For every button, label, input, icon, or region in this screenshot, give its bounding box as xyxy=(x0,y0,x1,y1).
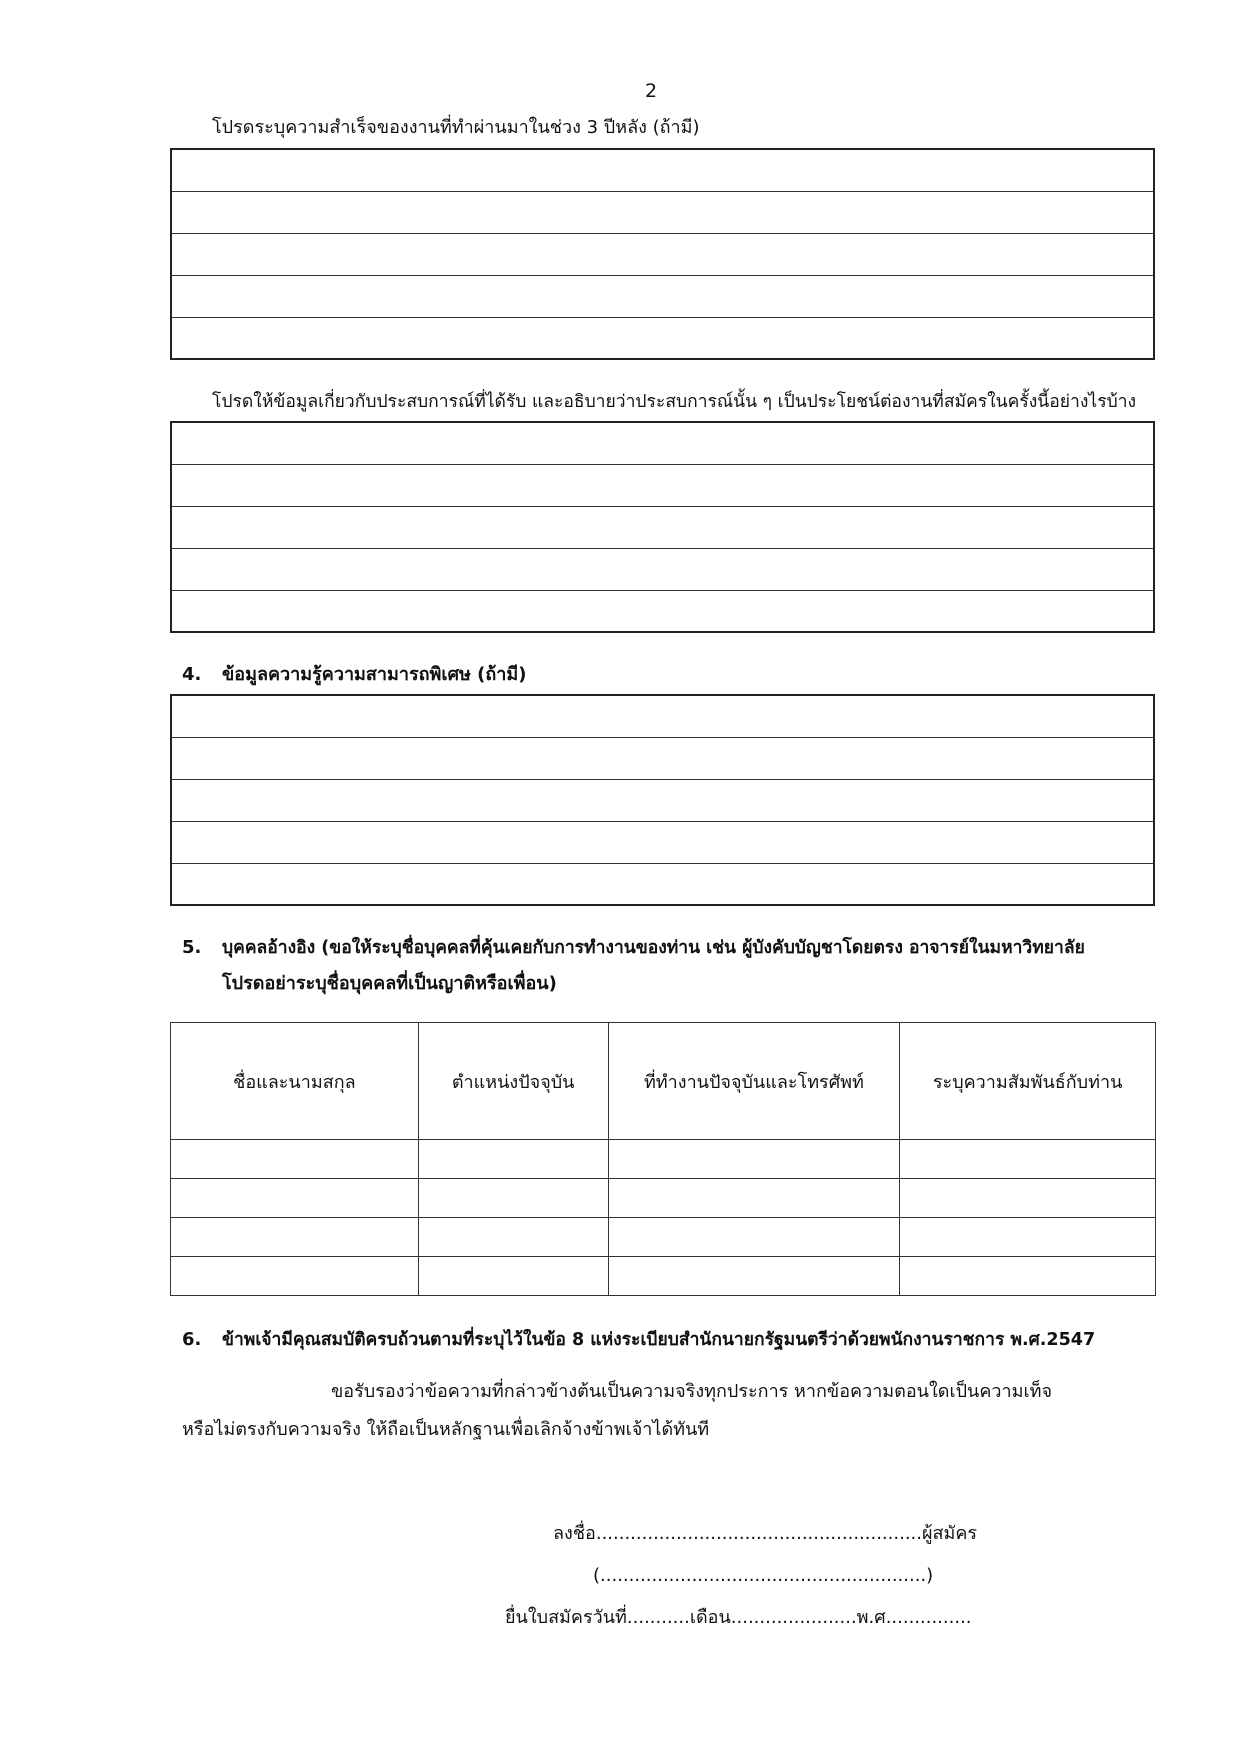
table-cell[interactable] xyxy=(418,1140,608,1179)
section-4-number: 4. xyxy=(182,664,202,685)
column-header-name: ชื่อและนามสกุล xyxy=(171,1023,419,1140)
table-cell[interactable] xyxy=(418,1257,608,1296)
answer-line[interactable] xyxy=(172,696,1153,738)
answer-line[interactable] xyxy=(172,738,1153,780)
section-6-text: ข้าพเจ้ามีคุณสมบัติครบถ้วนตามที่ระบุไว้ในข้อ 8 แห่งระเบียบสำนักนายกรัฐมนตรีว่าด้วยพนักงานราชการ พ.ศ.2547 xyxy=(222,1330,1096,1350)
table-cell[interactable] xyxy=(900,1218,1156,1257)
table-cell[interactable] xyxy=(900,1140,1156,1179)
certification-line-2: หรือไม่ตรงกับความจริง ให้ถือเป็นหลักฐานเพื่อเลิกจ้างข้าพเจ้าได้ทันที xyxy=(182,1419,710,1440)
answer-line[interactable] xyxy=(172,318,1153,358)
table-cell[interactable] xyxy=(418,1179,608,1218)
table-row xyxy=(171,1179,1156,1218)
table-cell[interactable] xyxy=(608,1179,900,1218)
section-5-line2: โปรดอย่าระบุชื่อบุคคลที่เป็นญาติหรือเพื่อน) xyxy=(222,973,557,994)
section-5-line1: บุคคลอ้างอิง (ขอให้ระบุชื่อบุคคลที่คุ้นเคยกับการทำงานของท่าน เช่น ผู้บังคับบัญชาโดยตรง อาจารย์ในมหาวิทยาลัย xyxy=(222,938,1085,958)
section-4-title: ข้อมูลความรู้ความสามารถพิเศษ (ถ้ามี) xyxy=(222,664,527,685)
printed-name-line[interactable]: (.........................................................) xyxy=(593,1565,934,1586)
table-cell[interactable] xyxy=(608,1218,900,1257)
table-header-row xyxy=(171,1023,1156,1140)
section-5-number: 5. xyxy=(182,937,202,958)
achievements-prompt: โปรดระบุความสำเร็จของงานที่ทำผ่านมาในช่วง 3 ปีหลัง (ถ้ามี) xyxy=(212,117,700,138)
achievements-answer-box[interactable] xyxy=(170,148,1155,360)
submission-date-line[interactable]: ยื่นใบสมัครวันที่...........เดือน......................พ.ศ............... xyxy=(505,1607,972,1628)
answer-line[interactable] xyxy=(172,150,1153,192)
table-cell[interactable] xyxy=(171,1257,419,1296)
table-cell[interactable] xyxy=(171,1218,419,1257)
column-header-workplace-phone: ที่ทำงานปัจจุบันและโทรศัพท์ xyxy=(608,1023,900,1140)
column-header-relationship: ระบุความสัมพันธ์กับท่าน xyxy=(900,1023,1156,1140)
table-cell[interactable] xyxy=(900,1179,1156,1218)
answer-line[interactable] xyxy=(172,507,1153,549)
table-row xyxy=(171,1257,1156,1296)
special-skills-answer-box[interactable] xyxy=(170,694,1155,906)
answer-line[interactable] xyxy=(172,465,1153,507)
answer-line[interactable] xyxy=(172,864,1153,904)
table-cell[interactable] xyxy=(608,1257,900,1296)
answer-line[interactable] xyxy=(172,549,1153,591)
signature-line[interactable]: ลงชื่อ.........................................................ผู้สมัคร xyxy=(553,1523,978,1544)
experience-prompt: โปรดให้ข้อมูลเกี่ยวกับประสบการณ์ที่ได้รับ และอธิบายว่าประสบการณ์นั้น ๆ เป็นประโยชน์ต่องานที่สมัครในครั้งนี้อย่างไรบ้าง xyxy=(212,392,1137,412)
column-header-position: ตำแหน่งปัจจุบัน xyxy=(418,1023,608,1140)
table-cell[interactable] xyxy=(418,1218,608,1257)
answer-line[interactable] xyxy=(172,276,1153,318)
table-cell[interactable] xyxy=(171,1179,419,1218)
table-cell[interactable] xyxy=(608,1140,900,1179)
table-row xyxy=(171,1140,1156,1179)
section-6-number: 6. xyxy=(182,1329,202,1350)
certification-line-1: ขอรับรองว่าข้อความที่กล่าวข้างต้นเป็นความจริงทุกประการ หากข้อความตอนใดเป็นความเท็จ xyxy=(331,1381,1053,1402)
answer-line[interactable] xyxy=(172,591,1153,631)
page-number: 2 xyxy=(645,80,658,102)
references-table xyxy=(170,1022,1156,1296)
table-cell[interactable] xyxy=(171,1140,419,1179)
answer-line[interactable] xyxy=(172,822,1153,864)
table-cell[interactable] xyxy=(900,1257,1156,1296)
experience-answer-box[interactable] xyxy=(170,421,1155,633)
answer-line[interactable] xyxy=(172,423,1153,465)
answer-line[interactable] xyxy=(172,234,1153,276)
answer-line[interactable] xyxy=(172,780,1153,822)
table-row xyxy=(171,1218,1156,1257)
answer-line[interactable] xyxy=(172,192,1153,234)
